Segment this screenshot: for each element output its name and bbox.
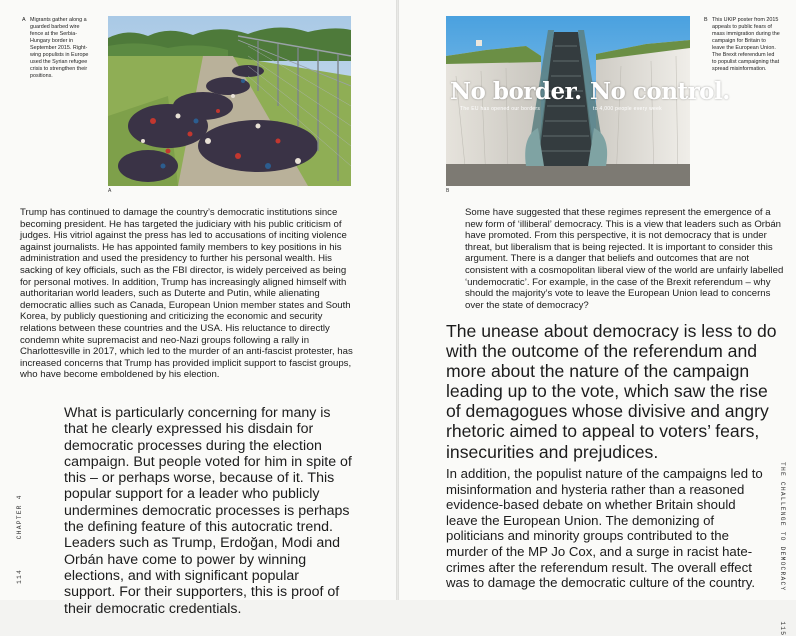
migrants-photo	[108, 16, 351, 186]
section-label: THE CHALLENGE TO DEMOCRACY	[779, 462, 786, 592]
photo-b-tag: B	[446, 188, 450, 194]
right-body-large: In addition, the populist nature of the campaigns led to misinformation and hysteria rather than a reasoned evidence-based debate on whether Britain should leave the European Union. The demonizing of politicians and minority groups contributed to the murder of the MP Jo Cox, and a surge in racist hate-crimes after the referendum result. The overall effect was to damage the democratic culture of the country.	[446, 466, 763, 591]
caption-letter: B	[704, 17, 708, 23]
page-number-right: 115	[779, 621, 786, 636]
poster-subline-left: The EU has opened our borders	[460, 106, 541, 112]
left-running-head	[16, 494, 23, 584]
left-pull-quote: What is particularly concerning for many is that he clearly expressed his disdain for democratic processes during the election campaign. But people voted for him in spite of this – or perhaps worse, because of it. This popular support for a leader who publicly undermines democratic processes is perhaps the defining feature of this autocratic trend. Leaders such as Trump, Erdoğan, Modi and Orbán have come to power by winning elections, and with significant popular support. For their supporters, this is proof of their democratic credentials.	[64, 405, 352, 617]
left-page	[0, 0, 397, 617]
caption-b	[704, 17, 780, 73]
poster-headline-left: No border.	[450, 78, 582, 105]
caption-text: Migrants gather along a guarded barbed wire fence at the Serbia-Hungary border in September 2015. Right-wing populists in Europe used the Syrian refugee crisis to strengthen their positions.	[30, 17, 89, 79]
page-number-left: 114	[16, 569, 23, 584]
left-body-text: Trump has continued to damage the country’s democratic institutions since becoming president. He has targeted the judiciary with his public criticism of judges. His vitriol against the press has led to accusations of inciting violence against journalists. He has appointed family members to key positions in his administration and used the presidency to further his personal wealth. His sacking of key officials, such as the FBI director, is widely perceived as being for personal motives. In addition, Trump has increasingly aligned himself with authoritarian world leaders, such as Duterte and Putin, while alienating democratic allies such as Canada, European Union member states and South Korea, by publicly questioning and criticizing the economic and security relations between these countries and the USA. His reluctance to directly condemn white supremacist and neo-Nazi groups following a rally in Charlottesville in 2017, which led to the murder of an anti-fascist protester, has increased concerns that Trump has provided implicit support to fascist groups, who have become emboldened by his election.	[20, 207, 353, 381]
right-running-head	[779, 462, 786, 636]
poster-subline-right: to 4,000 people every week	[593, 106, 662, 112]
caption-letter: A	[22, 17, 26, 23]
poster-headline-right: No control.	[590, 78, 730, 105]
photo-a-tag: A	[108, 188, 112, 194]
caption-a	[22, 17, 92, 80]
right-body-text: Some have suggested that these regimes represent the emergence of a new form of ‘illiberal’ democracy. This is a view that leaders such as Orbán have promoted. From this perspective, it is not democracy that is under threat, but liberalism that is being rejected. It is important to consider this argument. There is a danger that beliefs and outcomes that are not consistent with a cosmopolitan liberal view of the world are unfairly labelled ‘undemocratic’. For example, in the case of the Brexit referendum – why should the majority’s vote to leave the European Union lead to concerns over the state of democracy?	[465, 207, 784, 311]
right-pull-quote: The unease about democracy is less to do with the outcome of the referendum and more about the nature of the campaign leading up to the vote, which saw the rise of demagogues whose divisive and angry rhetoric aimed to appeal to voters’ fears, insecurities and prejudices.	[446, 321, 777, 462]
migrants-photo-image	[108, 16, 351, 186]
chapter-label: CHAPTER 4	[16, 494, 23, 540]
ukip-poster-photo	[446, 16, 730, 186]
caption-text: This UKIP poster from 2015 appeals to public fears of mass immigration during the campaign for Britain to leave the European Union. The Brexit referendum led to populist campaigning that spread misinformation.	[712, 17, 780, 72]
